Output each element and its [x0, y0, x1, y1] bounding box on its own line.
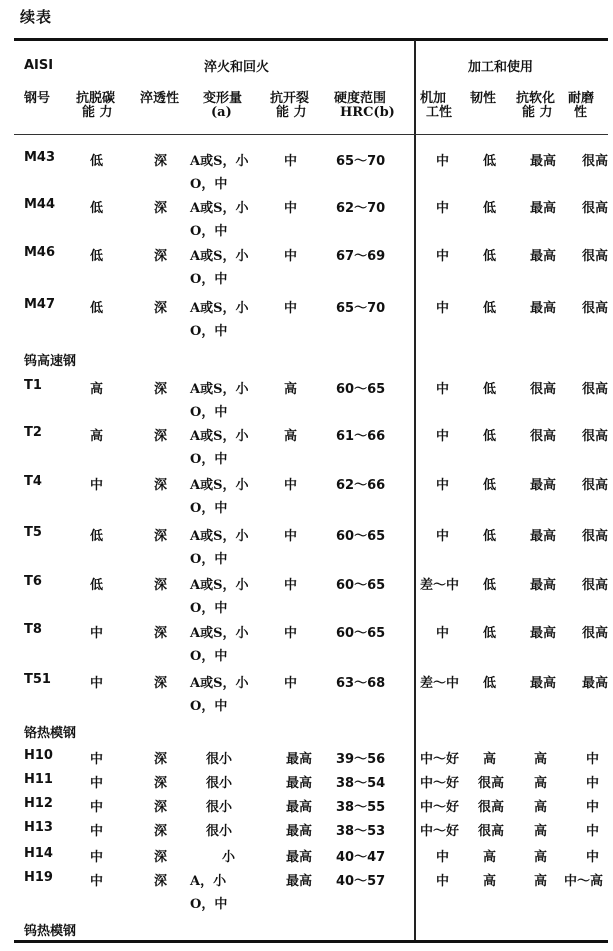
cell-machinability: 中～好	[420, 752, 460, 767]
cell-decarb: 中	[90, 676, 104, 691]
cell-distortion: A或S，小	[190, 478, 249, 493]
cell-toughness: 高	[483, 850, 497, 865]
cell-wear-resistance: 很高	[582, 478, 609, 493]
cell-distortion-line2: O，中	[190, 224, 228, 239]
cell-machinability: 中～好	[420, 776, 460, 791]
column-header: 韧性	[470, 91, 497, 106]
cell-machinability: 差～中	[420, 676, 460, 691]
cell-hardness-range: 62～70	[336, 201, 386, 216]
cell-softening-resistance: 很高	[530, 429, 557, 444]
cell-toughness: 低	[483, 249, 497, 264]
cell-crack-resistance: 最高	[286, 776, 313, 791]
cell-wear-resistance: 中	[586, 850, 600, 865]
cell-hardness-range: 65～70	[336, 154, 386, 169]
cell-distortion: A或S，小	[190, 529, 249, 544]
cell-softening-resistance: 高	[534, 800, 548, 815]
cell-crack-resistance: 高	[284, 429, 298, 444]
cell-distortion-line2: O，中	[190, 272, 228, 287]
cell-distortion: A或S，小	[190, 201, 249, 216]
cell-distortion: A或S，小	[190, 676, 249, 691]
cell-toughness: 很高	[478, 776, 505, 791]
cell-softening-resistance: 高	[534, 824, 548, 839]
cell-hardness-range: 38～55	[336, 800, 386, 815]
cell-hardness-range: 39～56	[336, 752, 386, 767]
cell-crack-resistance: 中	[284, 201, 298, 216]
cell-hardenability: 深	[154, 776, 168, 791]
cell-hardenability: 深	[154, 201, 168, 216]
cell-decarb: 低	[90, 201, 104, 216]
cell-hardenability: 深	[154, 301, 168, 316]
cell-wear-resistance: 中	[586, 752, 600, 767]
cell-grade: T6	[24, 574, 42, 589]
cell-hardenability: 深	[154, 626, 168, 641]
cell-distortion: A或S，小	[190, 154, 249, 169]
cell-decarb: 低	[90, 154, 104, 169]
cell-softening-resistance: 最高	[530, 626, 557, 641]
cell-toughness: 低	[483, 578, 497, 593]
cell-distortion-line2: O，中	[190, 324, 228, 339]
cell-distortion-line2: O，中	[190, 552, 228, 567]
cell-distortion-line2: O，中	[190, 897, 228, 912]
cell-crack-resistance: 中	[284, 578, 298, 593]
column-header-line2: 性	[574, 105, 588, 120]
cell-decarb: 中	[90, 752, 104, 767]
cell-hardenability: 深	[154, 529, 168, 544]
cell-crack-resistance: 中	[284, 676, 298, 691]
cell-wear-resistance: 很高	[582, 201, 609, 216]
cell-toughness: 很高	[478, 800, 505, 815]
cell-toughness: 低	[483, 626, 497, 641]
column-header: 机加	[420, 91, 447, 106]
cell-hardenability: 深	[154, 676, 168, 691]
cell-decarb: 低	[90, 301, 104, 316]
cell-crack-resistance: 中	[284, 154, 298, 169]
cell-crack-resistance: 最高	[286, 800, 313, 815]
cell-distortion: 很小	[206, 776, 233, 791]
cell-distortion: A或S，小	[190, 382, 249, 397]
cell-decarb: 高	[90, 382, 104, 397]
cell-grade: M43	[24, 150, 56, 165]
header-aisi: AISI	[24, 58, 54, 73]
cell-grade: H14	[24, 846, 53, 861]
cell-softening-resistance: 高	[534, 752, 548, 767]
cell-wear-resistance: 很高	[582, 578, 609, 593]
cell-hardenability: 深	[154, 874, 168, 889]
column-header: 钢号	[24, 91, 51, 106]
cell-softening-resistance: 最高	[530, 578, 557, 593]
cell-distortion-line2: O，中	[190, 501, 228, 516]
top-rule	[14, 38, 608, 41]
cell-decarb: 低	[90, 249, 104, 264]
cell-hardness-range: 38～54	[336, 776, 386, 791]
cell-distortion: A或S，小	[190, 301, 249, 316]
cell-decarb: 中	[90, 824, 104, 839]
cell-hardenability: 深	[154, 478, 168, 493]
cell-wear-resistance: 很高	[582, 382, 609, 397]
column-header: 抗软化	[516, 91, 556, 106]
cell-machinability: 中	[436, 382, 450, 397]
cell-hardenability: 深	[154, 800, 168, 815]
cell-hardness-range: 40～47	[336, 850, 386, 865]
cell-toughness: 高	[483, 874, 497, 889]
cell-machinability: 中	[436, 249, 450, 264]
cell-softening-resistance: 高	[534, 850, 548, 865]
cell-distortion: A或S，小	[190, 429, 249, 444]
cell-softening-resistance: 最高	[530, 249, 557, 264]
cell-toughness: 很高	[478, 824, 505, 839]
cell-decarb: 高	[90, 429, 104, 444]
cell-distortion: A或S，小	[190, 249, 249, 264]
cell-wear-resistance: 很高	[582, 626, 609, 641]
column-header-line2: 能 力	[276, 105, 307, 120]
cell-wear-resistance: 很高	[582, 429, 609, 444]
header-group-use: 加工和使用	[468, 60, 534, 75]
cell-wear-resistance: 很高	[582, 301, 609, 316]
cell-grade: H11	[24, 772, 53, 787]
cell-machinability: 中～好	[420, 800, 460, 815]
cell-distortion: 小	[222, 850, 236, 865]
section-chromium-hot: 铬热模钢	[24, 726, 77, 741]
cell-softening-resistance: 最高	[530, 676, 557, 691]
cell-grade: M44	[24, 197, 56, 212]
cell-softening-resistance: 最高	[530, 529, 557, 544]
cell-toughness: 低	[483, 201, 497, 216]
cell-machinability: 中～好	[420, 824, 460, 839]
cell-grade: H12	[24, 796, 53, 811]
cell-decarb: 低	[90, 529, 104, 544]
cell-wear-resistance: 很高	[582, 154, 609, 169]
cell-decarb: 中	[90, 776, 104, 791]
cell-grade: H13	[24, 820, 53, 835]
cell-grade: T4	[24, 474, 42, 489]
cell-decarb: 低	[90, 578, 104, 593]
cell-softening-resistance: 高	[534, 776, 548, 791]
cell-wear-resistance: 最高	[582, 676, 609, 691]
column-header-line2: 能 力	[82, 105, 113, 120]
column-header: 变形量	[203, 91, 243, 106]
cell-grade: T5	[24, 525, 42, 540]
cell-machinability: 中	[436, 301, 450, 316]
cell-toughness: 低	[483, 478, 497, 493]
cell-hardenability: 深	[154, 850, 168, 865]
cell-toughness: 低	[483, 429, 497, 444]
cell-toughness: 高	[483, 752, 497, 767]
cell-toughness: 低	[483, 529, 497, 544]
cell-hardness-range: 62～66	[336, 478, 386, 493]
cell-grade: H19	[24, 870, 53, 885]
cell-decarb: 中	[90, 874, 104, 889]
cell-distortion: 很小	[206, 800, 233, 815]
cell-wear-resistance: 中	[586, 800, 600, 815]
cell-crack-resistance: 中	[284, 301, 298, 316]
cell-grade: M47	[24, 297, 56, 312]
column-header: 硬度范围	[334, 91, 387, 106]
cell-decarb: 中	[90, 626, 104, 641]
cell-wear-resistance: 中	[586, 824, 600, 839]
cell-decarb: 中	[90, 800, 104, 815]
cell-softening-resistance: 很高	[530, 382, 557, 397]
cell-distortion-line2: O，中	[190, 601, 228, 616]
cell-distortion-line2: O，中	[190, 405, 228, 420]
cell-distortion: 很小	[206, 752, 233, 767]
cell-distortion: A或S，小	[190, 578, 249, 593]
cell-grade: T2	[24, 425, 42, 440]
cell-toughness: 低	[483, 676, 497, 691]
cell-softening-resistance: 最高	[530, 201, 557, 216]
cell-hardenability: 深	[154, 578, 168, 593]
cell-decarb: 中	[90, 478, 104, 493]
cell-hardness-range: 61～66	[336, 429, 386, 444]
cell-softening-resistance: 最高	[530, 301, 557, 316]
cell-hardness-range: 60～65	[336, 626, 386, 641]
cell-crack-resistance: 中	[284, 478, 298, 493]
cell-machinability: 中	[436, 529, 450, 544]
column-header: 耐磨	[568, 91, 595, 106]
cell-hardness-range: 60～65	[336, 382, 386, 397]
cell-distortion: A或S，小	[190, 626, 249, 641]
cell-distortion-line2: O，中	[190, 452, 228, 467]
cell-distortion: 很小	[206, 824, 233, 839]
cell-crack-resistance: 最高	[286, 752, 313, 767]
cell-wear-resistance: 很高	[582, 529, 609, 544]
column-header-line2: 能 力	[522, 105, 553, 120]
cell-crack-resistance: 高	[284, 382, 298, 397]
column-header: 抗开裂	[270, 91, 310, 106]
section-tungsten-hss: 钨高速钢	[24, 354, 77, 369]
cell-wear-resistance: 很高	[582, 249, 609, 264]
cell-machinability: 中	[436, 874, 450, 889]
column-header-line2: 工性	[426, 105, 453, 120]
cell-crack-resistance: 中	[284, 529, 298, 544]
cell-hardenability: 深	[154, 154, 168, 169]
cell-wear-resistance: 中	[586, 776, 600, 791]
cell-hardness-range: 63～68	[336, 676, 386, 691]
column-header-line2: HRC(b)	[340, 105, 395, 120]
cell-hardness-range: 60～65	[336, 529, 386, 544]
column-divider	[414, 40, 416, 943]
cell-softening-resistance: 高	[534, 874, 548, 889]
header-rule	[14, 134, 608, 135]
cell-machinability: 中	[436, 154, 450, 169]
cell-grade: T51	[24, 672, 51, 687]
cell-hardness-range: 38～53	[336, 824, 386, 839]
cell-machinability: 中	[436, 478, 450, 493]
column-header-line2: (a)	[211, 105, 232, 120]
page-title: 续表	[20, 8, 53, 26]
cell-crack-resistance: 最高	[286, 850, 313, 865]
cell-toughness: 低	[483, 301, 497, 316]
cell-crack-resistance: 中	[284, 249, 298, 264]
cell-decarb: 中	[90, 850, 104, 865]
cell-hardness-range: 67～69	[336, 249, 386, 264]
cell-softening-resistance: 最高	[530, 478, 557, 493]
cell-machinability: 中	[436, 626, 450, 641]
column-header: 淬透性	[140, 91, 180, 106]
cell-hardness-range: 65～70	[336, 301, 386, 316]
cell-toughness: 低	[483, 154, 497, 169]
cell-machinability: 中	[436, 429, 450, 444]
cell-machinability: 中	[436, 201, 450, 216]
cell-distortion-line2: O，中	[190, 699, 228, 714]
cell-grade: M46	[24, 245, 56, 260]
cell-wear-resistance: 中～高	[564, 874, 604, 889]
cell-hardenability: 深	[154, 824, 168, 839]
cell-crack-resistance: 最高	[286, 824, 313, 839]
cell-machinability: 差～中	[420, 578, 460, 593]
cell-hardenability: 深	[154, 382, 168, 397]
cell-crack-resistance: 中	[284, 626, 298, 641]
cell-hardenability: 深	[154, 752, 168, 767]
cell-hardenability: 深	[154, 249, 168, 264]
cell-hardness-range: 60～65	[336, 578, 386, 593]
cell-toughness: 低	[483, 382, 497, 397]
cell-distortion: A，小	[190, 874, 227, 889]
cell-grade: T8	[24, 622, 42, 637]
cell-hardness-range: 40～57	[336, 874, 386, 889]
header-group-quench: 淬火和回火	[204, 60, 270, 75]
cell-softening-resistance: 最高	[530, 154, 557, 169]
bottom-rule	[14, 940, 608, 943]
cell-crack-resistance: 最高	[286, 874, 313, 889]
cell-grade: T1	[24, 378, 42, 393]
column-header: 抗脱碳	[76, 91, 116, 106]
cell-hardenability: 深	[154, 429, 168, 444]
section-tungsten-hot: 钨热模钢	[24, 924, 77, 939]
cell-machinability: 中	[436, 850, 450, 865]
cell-distortion-line2: O，中	[190, 177, 228, 192]
cell-grade: H10	[24, 748, 53, 763]
cell-distortion-line2: O，中	[190, 649, 228, 664]
